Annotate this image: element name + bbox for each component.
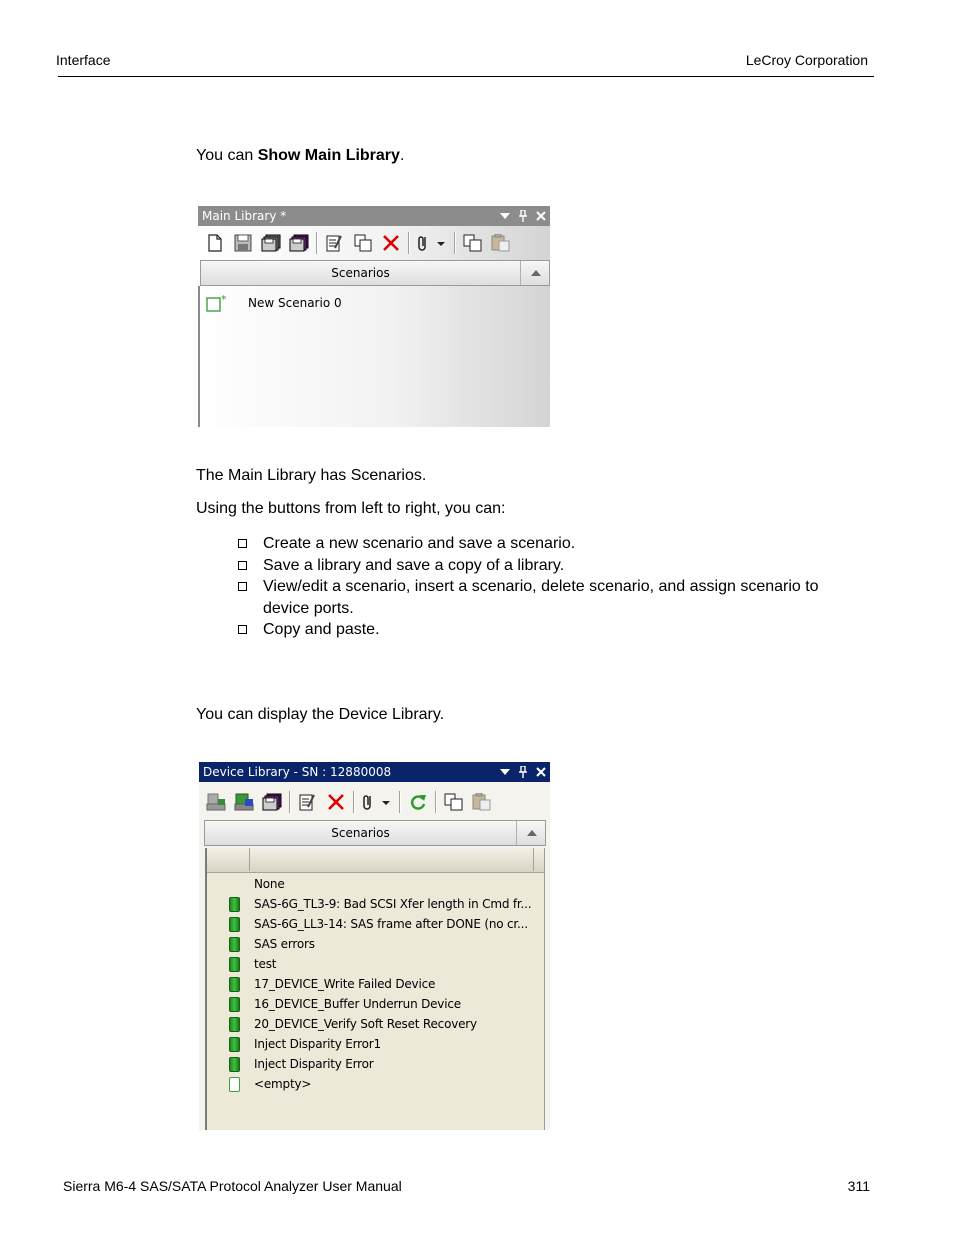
header-section-title: Interface: [56, 52, 111, 68]
copy-icon[interactable]: [443, 791, 465, 813]
toolbar-separator: [435, 791, 437, 813]
scenario-state-icon: [229, 1077, 240, 1092]
scenarios-column-label: Scenarios: [201, 261, 521, 285]
header-divider: [58, 76, 874, 77]
scenario-state-icon: [229, 1017, 240, 1032]
toolbar-separator: [316, 232, 318, 254]
refresh-icon[interactable]: [407, 791, 429, 813]
save-library-copy-icon[interactable]: [288, 232, 310, 254]
bullet-item: [238, 619, 858, 641]
toolbar-separator: [408, 232, 410, 254]
close-icon[interactable]: [534, 765, 548, 779]
bullet-text: Save a library and save a copy of a library.: [263, 556, 565, 574]
page-number: 311: [847, 1178, 870, 1194]
pin-icon[interactable]: [516, 209, 530, 223]
list-item-label: SAS-6G_TL3-9: Bad SCSI Xfer length in Cmd fr...: [254, 897, 532, 911]
scenario-state-icon: [229, 917, 240, 932]
bullet-text: View/edit a scenario, insert a scenario, delete scenario, and assign scenario to device ports.: [263, 578, 819, 617]
toolbar-separator: [353, 791, 355, 813]
insert-scenario-icon[interactable]: [352, 232, 374, 254]
assign-ports-icon[interactable]: [361, 791, 393, 813]
new-scenario-icon[interactable]: [204, 232, 226, 254]
device-library-intro: You can display the Device Library.: [196, 706, 445, 723]
list-subheader: [207, 848, 544, 873]
bullet-list: [238, 533, 858, 641]
bullet-box-icon: [238, 539, 247, 548]
assign-ports-icon[interactable]: [416, 232, 448, 254]
scenarios-column-header[interactable]: [204, 820, 546, 846]
edit-scenario-icon[interactable]: [324, 232, 346, 254]
list-item[interactable]: [229, 974, 436, 994]
save-scenario-icon[interactable]: [232, 232, 254, 254]
scenario-state-icon: [229, 957, 240, 972]
name-column-header[interactable]: [250, 848, 534, 871]
list-item-label: SAS-6G_LL3-14: SAS frame after DONE (no cr...: [254, 917, 528, 931]
sort-up-icon[interactable]: [518, 821, 545, 845]
intro-paragraph: [196, 147, 404, 165]
list-item-label: None: [254, 877, 285, 891]
list-item[interactable]: [229, 1054, 374, 1074]
svg-text:*: *: [221, 294, 227, 306]
list-left-border: [198, 286, 200, 427]
delete-scenario-icon[interactable]: [325, 791, 347, 813]
new-scenario-state-icon: [206, 294, 230, 312]
dropdown-arrow-icon[interactable]: [498, 209, 512, 223]
main-library-description: The Main Library has Scenarios.: [196, 467, 427, 484]
list-item-label: Inject Disparity Error: [254, 1057, 374, 1071]
device-library-titlebar: [199, 762, 550, 782]
scenario-state-icon: [229, 1037, 240, 1052]
list-item[interactable]: [229, 874, 285, 894]
main-library-title: Main Library *: [202, 209, 287, 223]
scenario-state-icon: [229, 1057, 240, 1072]
edit-scenario-icon[interactable]: [297, 791, 319, 813]
bullet-text: Create a new scenario and save a scenario.: [263, 535, 576, 552]
device-library-title: Device Library - SN : 12880008: [203, 765, 392, 779]
list-item[interactable]: [229, 954, 277, 974]
scenarios-column-label: Scenarios: [205, 821, 517, 845]
bullet-item: [238, 533, 858, 555]
save-library-copy-icon[interactable]: [261, 791, 283, 813]
list-item-label: New Scenario 0: [248, 296, 342, 310]
list-item[interactable]: [229, 914, 528, 934]
bullet-box-icon: [238, 582, 247, 591]
pin-icon[interactable]: [516, 765, 530, 779]
main-library-toolbar: [198, 227, 550, 259]
load-from-device-icon[interactable]: [205, 791, 227, 813]
footer-manual-title: Sierra M6-4 SAS/SATA Protocol Analyzer User Manual: [63, 1178, 402, 1194]
device-library-toolbar: [199, 786, 550, 818]
scenario-state-icon: [229, 877, 240, 892]
list-item[interactable]: [229, 934, 315, 954]
toolbar-separator: [399, 791, 401, 813]
bullet-item: [238, 576, 858, 619]
scenario-state-icon: [229, 997, 240, 1012]
list-item-label: SAS errors: [254, 937, 315, 951]
close-icon[interactable]: [534, 209, 548, 223]
scenarios-column-header[interactable]: [200, 260, 550, 286]
list-item-label: Inject Disparity Error1: [254, 1037, 381, 1051]
bullet-box-icon: [238, 625, 247, 634]
bullet-text: Copy and paste.: [263, 621, 380, 638]
bullet-item: [238, 555, 858, 577]
list-item[interactable]: [229, 894, 532, 914]
scenario-state-icon: [229, 937, 240, 952]
copy-icon[interactable]: [462, 232, 484, 254]
list-item-label: 16_DEVICE_Buffer Underrun Device: [254, 997, 461, 1011]
save-library-icon[interactable]: [260, 232, 282, 254]
list-item-label: 20_DEVICE_Verify Soft Reset Recovery: [254, 1017, 477, 1031]
intro-suffix: .: [399, 147, 405, 164]
paste-icon[interactable]: [490, 232, 512, 254]
device-scenario-list: [205, 848, 545, 1130]
bullet-box-icon: [238, 561, 247, 570]
intro-prefix: You can: [196, 147, 258, 164]
buttons-description: Using the buttons from left to right, you can:: [196, 500, 506, 517]
dropdown-arrow-icon[interactable]: [498, 765, 512, 779]
device-library-panel: [199, 762, 550, 1130]
sort-up-icon[interactable]: [522, 261, 549, 285]
paste-icon[interactable]: [471, 791, 493, 813]
list-item-label: test: [254, 957, 277, 971]
toolbar-separator: [454, 232, 456, 254]
main-library-titlebar: [198, 206, 550, 226]
delete-scenario-icon[interactable]: [380, 232, 402, 254]
intro-bold: Show Main Library: [257, 147, 400, 164]
list-item-label: 17_DEVICE_Write Failed Device: [254, 977, 436, 991]
list-item[interactable]: [206, 293, 342, 313]
header-company: LeCroy Corporation: [745, 52, 868, 68]
save-to-device-icon[interactable]: [233, 791, 255, 813]
scenario-state-icon: [229, 897, 240, 912]
list-item[interactable]: [229, 1034, 381, 1054]
main-library-panel: [198, 206, 550, 427]
scenario-state-icon: [229, 977, 240, 992]
status-column-header[interactable]: [207, 848, 250, 871]
list-item[interactable]: [229, 1074, 312, 1094]
list-item[interactable]: [229, 1014, 477, 1034]
list-item-label: <empty>: [254, 1077, 312, 1091]
list-item[interactable]: [229, 994, 461, 1014]
toolbar-separator: [289, 791, 291, 813]
